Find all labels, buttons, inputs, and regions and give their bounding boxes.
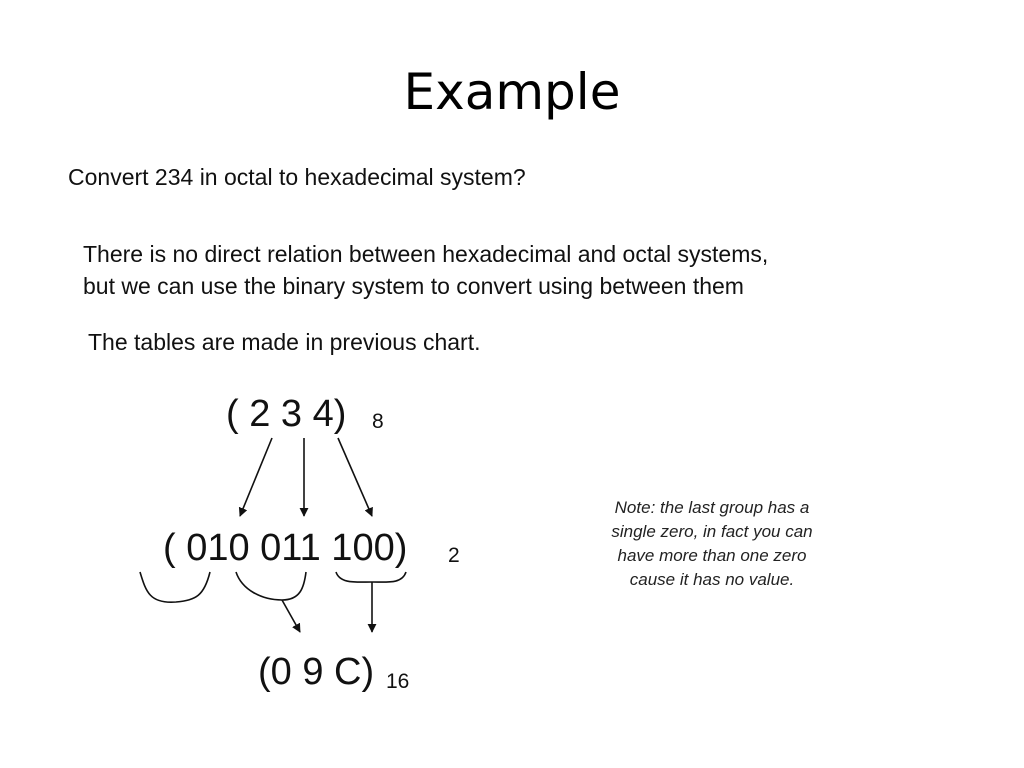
explanation-line-2: but we can use the binary system to convert using between them bbox=[83, 273, 744, 299]
octal-number: ( 2 3 4) bbox=[226, 393, 347, 435]
side-note bbox=[572, 496, 852, 592]
note-line-4: cause it has no value. bbox=[629, 570, 795, 589]
binary-base: 2 bbox=[448, 544, 460, 567]
arrow-4-to-100 bbox=[338, 438, 372, 516]
binary-number: ( 010 011 100) bbox=[163, 527, 408, 569]
note-line-3: have more than one zero bbox=[617, 546, 807, 565]
group-brace-first bbox=[140, 572, 210, 602]
question-text: Convert 234 in octal to hexadecimal system? bbox=[68, 164, 526, 190]
note-line-1: Note: the last group has a bbox=[614, 498, 810, 517]
hex-number: (0 9 C) bbox=[258, 651, 375, 693]
tables-note-text: The tables are made in previous chart. bbox=[88, 329, 481, 355]
group-brace-last bbox=[336, 572, 406, 582]
arrow-2-to-010 bbox=[240, 438, 272, 516]
hex-base: 16 bbox=[386, 670, 410, 693]
slide-title: Example bbox=[403, 63, 621, 121]
octal-base: 8 bbox=[372, 410, 384, 433]
note-line-2: single zero, in fact you can bbox=[611, 522, 813, 541]
arrow-to-9 bbox=[282, 600, 300, 632]
explanation-line-1: There is no direct relation between hexadecimal and octal systems, bbox=[83, 241, 769, 267]
group-brace-middle bbox=[236, 572, 306, 600]
